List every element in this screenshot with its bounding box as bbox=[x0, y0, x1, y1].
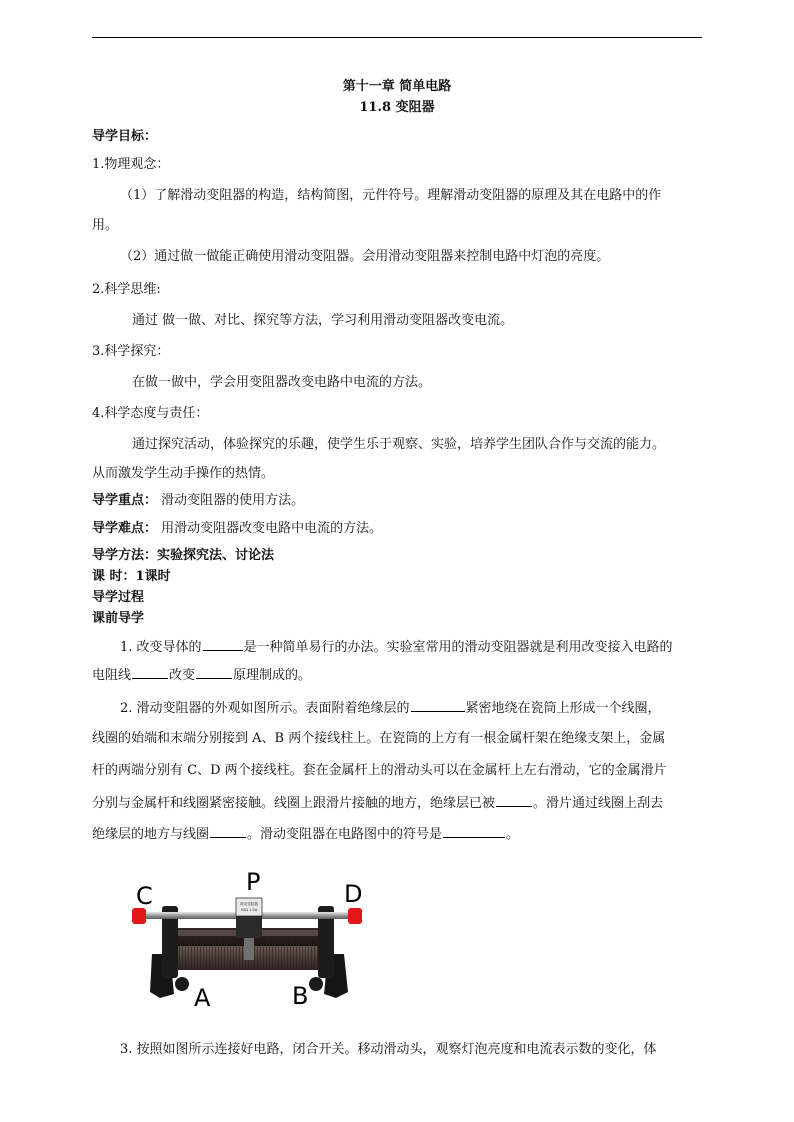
plate-text-2: 50Ω 1.5A bbox=[240, 908, 258, 912]
fill-blank[interactable] bbox=[496, 792, 532, 807]
objectives-heading: 导学目标： bbox=[92, 129, 158, 144]
q2-text-3: 分别与金属杆和线圈紧密接触。线圈上跟滑片接触的地方，绝缘层已被 bbox=[92, 796, 496, 811]
question-2-line-1 bbox=[120, 697, 661, 719]
fill-blank[interactable] bbox=[203, 636, 243, 651]
header-rule bbox=[92, 37, 702, 38]
question-1-line-1 bbox=[120, 636, 673, 658]
fill-blank[interactable] bbox=[443, 823, 505, 838]
objective-1-item-1: （1）了解滑动变阻器的构造，结构简图，元件符号。理解滑动变阻器的原理及其在电路中的作 bbox=[120, 188, 662, 203]
fill-blank[interactable] bbox=[411, 697, 465, 712]
question-2-line-5 bbox=[92, 823, 519, 845]
rheostat-illustration bbox=[130, 866, 366, 1006]
slider-contact bbox=[244, 938, 254, 960]
q2-text-1: 2. 滑动变阻器的外观如图所示。表面附着绝缘层的 bbox=[120, 701, 410, 716]
plate-text-1: 滑动变阻器 bbox=[240, 902, 258, 906]
objective-4-text-cont: 从而激发学生动手操作的热情。 bbox=[92, 466, 275, 481]
label-b: B bbox=[292, 982, 309, 1006]
difficulty-label: 导学难点： bbox=[92, 521, 158, 536]
key-point bbox=[92, 491, 304, 511]
pre-class-heading: 课前导学 bbox=[92, 611, 145, 626]
key-point-label: 导学重点： bbox=[92, 493, 158, 508]
label-a: A bbox=[194, 984, 211, 1006]
q2-text-5: 绝缘层的地方与线圈 bbox=[92, 827, 210, 842]
rheostat-photo bbox=[130, 866, 366, 1006]
q1-text-5: 原理制成的。 bbox=[233, 668, 312, 683]
terminal-b bbox=[309, 977, 323, 991]
difficulty-text: 用滑动变阻器改变电路中电流的方法。 bbox=[157, 521, 383, 536]
objective-4-text: 通过探究活动，体验探究的乐趣，使学生乐于观察、实验，培养学生团队合作与交流的能力。 bbox=[132, 437, 666, 452]
label-p: P bbox=[246, 868, 261, 896]
q2-text-7: 。 bbox=[506, 827, 520, 842]
q1-text-2: 是一种简单易行的办法。实验室常用的滑动变阻器就是利用改变接入电路的 bbox=[243, 640, 673, 655]
label-c: C bbox=[136, 882, 153, 910]
question-2-line-2: 线圈的始端和末端分别接到 A、B 两个接线柱上。在瓷筒的上方有一根金属杆架在绝缘支架上，金属 bbox=[92, 731, 666, 746]
terminal-d bbox=[348, 908, 362, 924]
question-2-line-4 bbox=[92, 792, 663, 814]
method: 导学方法：实验探究法、讨论法 bbox=[92, 548, 275, 563]
objective-1-item-1-cont: 用。 bbox=[92, 218, 119, 233]
section-title: 11.8 变阻器 bbox=[359, 100, 435, 115]
key-point-text: 滑动变阻器的使用方法。 bbox=[157, 493, 305, 508]
q2-text-4: 。滑片通过线圈上刮去 bbox=[533, 796, 664, 811]
question-2-line-3: 杆的两端分别有 C、D 两个接线柱。套在金属杆上的滑动头可以在金属杆上左右滑动，它的金属滑片 bbox=[92, 763, 667, 778]
objective-3-text: 在做一做中，学会用变阻器改变电路中电流的方法。 bbox=[132, 375, 432, 390]
terminal-a bbox=[175, 977, 189, 991]
terminal-c bbox=[132, 908, 146, 924]
objective-4-heading: 4.科学态度与责任： bbox=[92, 406, 209, 421]
fill-blank[interactable] bbox=[210, 823, 246, 838]
q1-text-1: 1. 改变导体的 bbox=[120, 640, 202, 655]
objective-1-item-2: （2）通过做一做能正确使用滑动变阻器。会用滑动变阻器来控制电路中灯泡的亮度。 bbox=[120, 249, 610, 264]
objective-3-heading: 3.科学探究： bbox=[92, 344, 170, 359]
q1-text-4: 改变 bbox=[169, 668, 196, 683]
q1-text-3: 电阻线 bbox=[92, 668, 132, 683]
objective-2-text: 通过 做一做、对比、探究等方法，学习利用滑动变阻器改变电流。 bbox=[132, 313, 514, 328]
difficulty bbox=[92, 519, 382, 539]
objective-2-heading: 2.科学思维: bbox=[92, 282, 161, 297]
process-heading: 导学过程 bbox=[92, 590, 145, 605]
period: 课 时：1课时 bbox=[92, 569, 171, 584]
chapter-title: 第十一章 简单电路 bbox=[342, 79, 452, 94]
objective-1-heading: 1.物理观念： bbox=[92, 157, 170, 172]
fill-blank[interactable] bbox=[132, 664, 168, 679]
slider-nameplate bbox=[236, 898, 262, 916]
fill-blank[interactable] bbox=[196, 664, 232, 679]
q2-text-6: 。滑动变阻器在电路图中的符号是 bbox=[247, 827, 443, 842]
question-3-line-1: 3. 按照如图所示连接好电路，闭合开关。移动滑动头，观察灯泡亮度和电流表示数的变化，体 bbox=[120, 1042, 657, 1057]
q2-text-2: 紧密地绕在瓷筒上形成一个线圈， bbox=[465, 701, 661, 716]
label-d: D bbox=[344, 880, 363, 908]
question-1-line-2 bbox=[92, 664, 311, 686]
